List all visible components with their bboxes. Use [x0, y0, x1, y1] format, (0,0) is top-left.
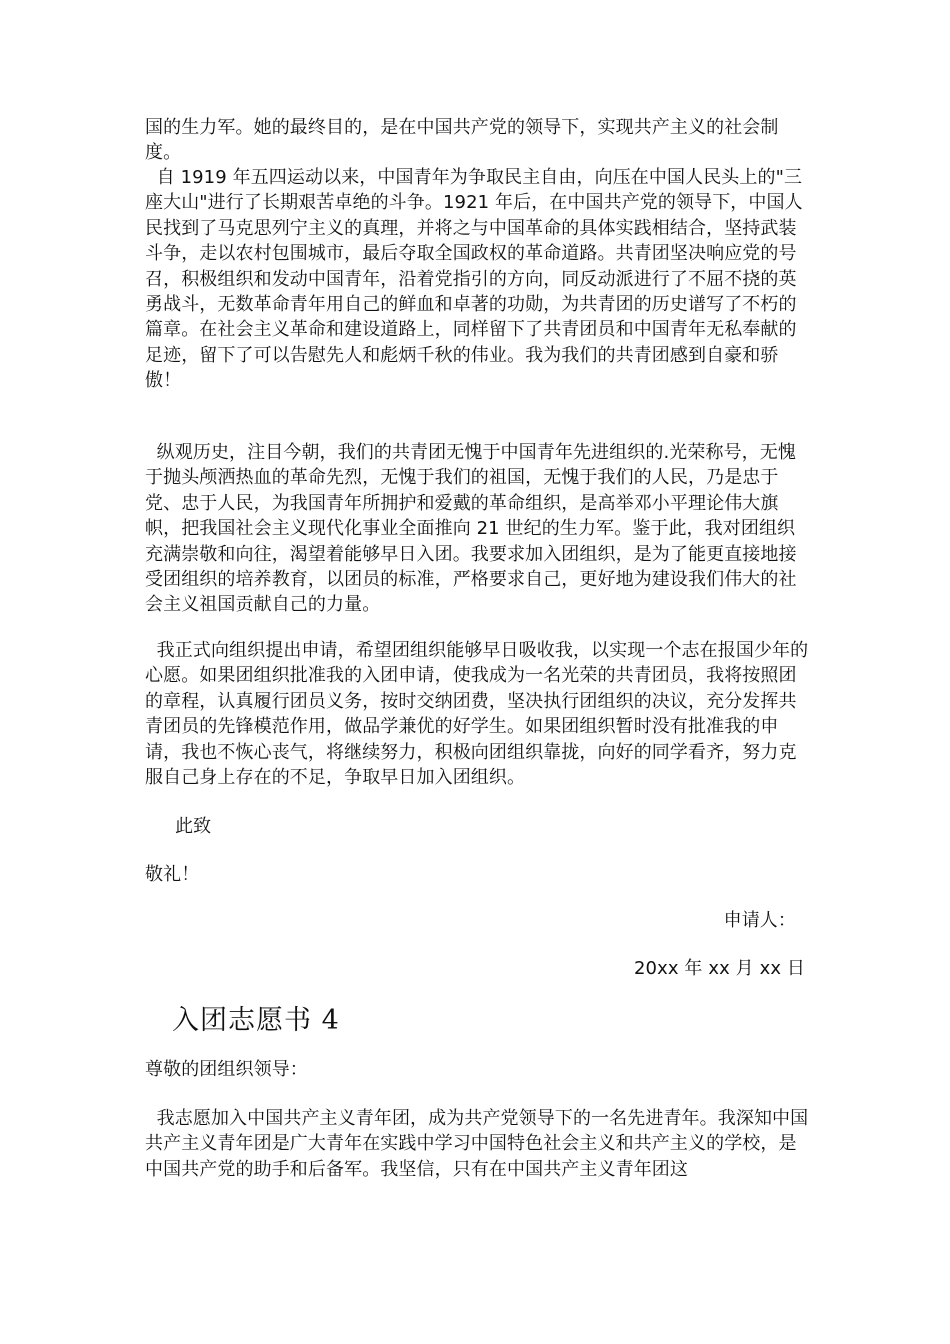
- paragraph-present: 纵观历史，注目今朝，我们的共青团无愧于中国青年先进组织的.光荣称号，无愧于抛头颅洒热血的革命先烈，无愧于我们的祖国，无愧于我们的人民，乃是忠于党、忠于人民，为我国青年所拥护和爱戴的革命组织，是高举邓小平理论伟大旗帜，把我国社会主义现代化事业全面推向 21 世纪的生力军。鉴于此，我对团组织充满崇敬和向往，渴望着能够早日入团。我要求加入团组织，是为了能更直接地接受团组织的培养教育，以团员的标准，严格要求自己，更好地为建设我们伟大的社会主义祖国贡献自己的力量。: [145, 442, 797, 616]
- date-line: 20xx 年 xx 月 xx 日: [633, 958, 805, 979]
- paragraph-history: 自 1919 年五四运动以来，中国青年为争取民主自由，向压在中国人民头上的"三座大山"进行了长期艰苦卓绝的斗争。1921 年后，在中国共产党的领导下，中国人民找到了马克思列宁主义的真理，并将之与中国革命的具体实践相结合，坚持武装斗争，走以农村包围城市，最后夺取全国政权的革命道路。共青团坚决响应党的号召，积极组织和发动中国青年，沿着党指引的方向，同反动派进行了不屈不挠的英勇战斗，无数革命青年用自己的鲜血和卓著的功勋，为共青团的历史谱写了不朽的篇章。在社会主义革命和建设道路上，同样留下了共青团员和中国青年无私奉献的足迹，留下了可以告慰先人和彪炳千秋的伟业。我为我们的共青团感到自豪和骄傲！: [145, 167, 803, 392]
- closing-cizhi: 此致: [175, 816, 212, 837]
- applicant-label: 申请人：: [723, 910, 796, 931]
- paragraph-intro-continuation: 国的生力军。她的最终目的，是在中国共产党的领导下，实现共产主义的社会制度。: [145, 117, 779, 164]
- paragraph-volunteer: 我志愿加入中国共产主义青年团，成为共产党领导下的一名先进青年。我深知中国共产主义青年团是广大青年在实践中学习中国特色社会主义和共产主义的学校，是中国共产党的助手和后备军。我坚信，只有在中国共产主义青年团这: [145, 1108, 809, 1180]
- paragraph-application: 我正式向组织提出申请，希望团组织能够早日吸收我，以实现一个志在报国少年的心愿。如果团组织批准我的入团申请，使我成为一名光荣的共青团员，我将按照团的章程，认真履行团员义务，按时交纳团费，坚决执行团组织的决议，充分发挥共青团员的先锋模范作用，做品学兼优的好学生。如果团组织暂时没有批准我的申请，我也不恢心丧气，将继续努力，积极向团组织靠拢，向好的同学看齐，努力克服自己身上存在的不足，争取早日加入团组织。: [145, 640, 809, 789]
- closing-jingli: 敬礼！: [145, 864, 200, 885]
- salutation: 尊敬的团组织领导：: [145, 1059, 308, 1080]
- section-title: 入团志愿书 4: [172, 1005, 340, 1036]
